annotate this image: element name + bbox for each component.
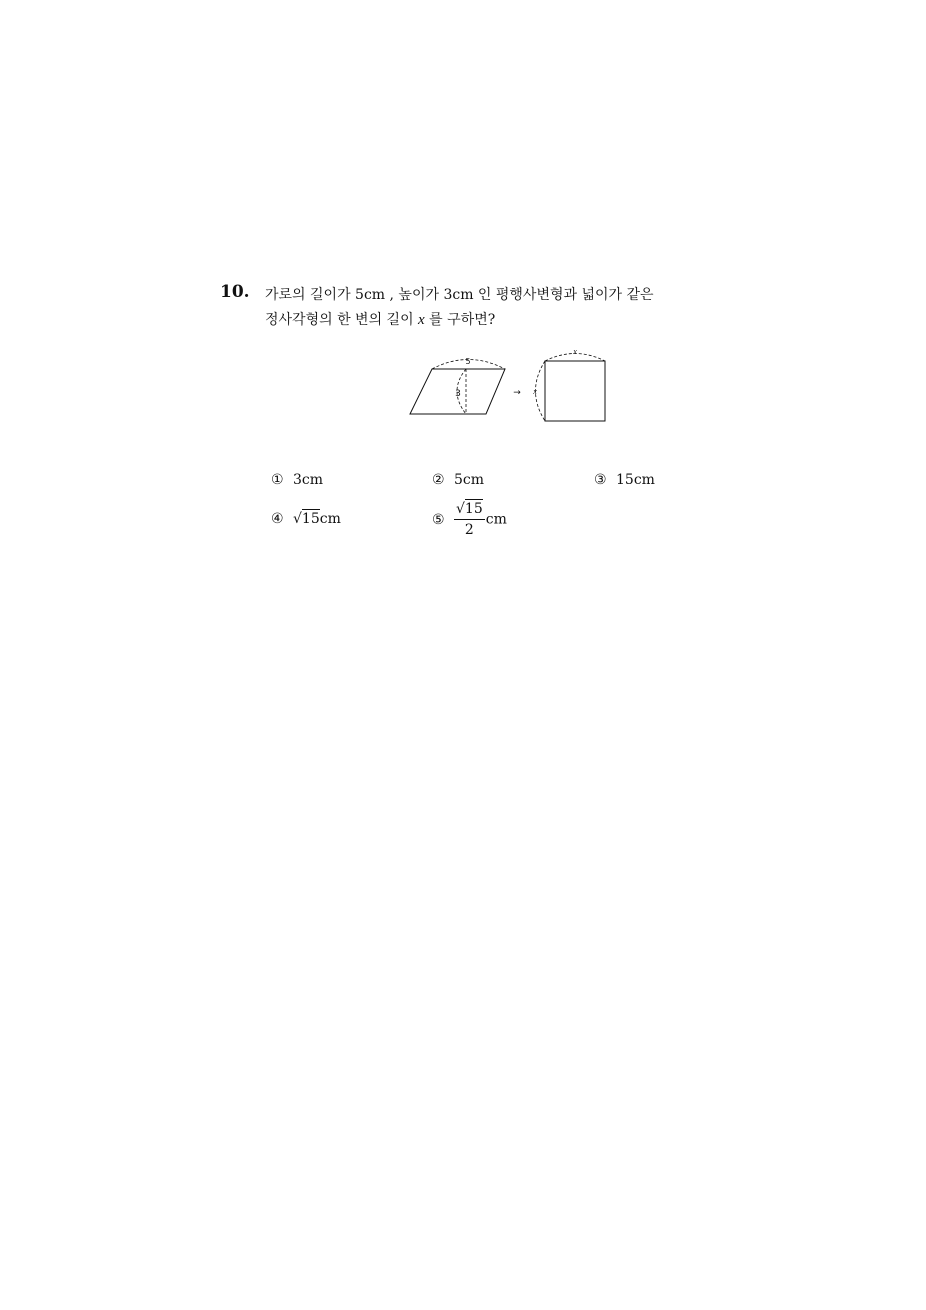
fraction-numerator bbox=[454, 500, 485, 520]
choice-3-text: 15cm bbox=[616, 472, 655, 488]
choice-1[interactable] bbox=[271, 471, 323, 489]
radical-sign: √ bbox=[456, 501, 465, 517]
figure-diagram bbox=[402, 344, 622, 428]
choice-1-mark: ① bbox=[271, 472, 284, 488]
choice-3[interactable] bbox=[594, 471, 655, 489]
choice-5-unit: cm bbox=[485, 511, 507, 528]
choice-5[interactable] bbox=[432, 500, 507, 539]
choice-4-unit: cm bbox=[319, 511, 341, 527]
radicand: 15 bbox=[464, 501, 483, 517]
radical-sign: √ bbox=[293, 511, 302, 527]
choice-3-mark: ③ bbox=[594, 472, 607, 488]
fraction-denominator: 2 bbox=[464, 522, 474, 538]
height-label: 3 bbox=[455, 389, 461, 399]
choice-1-text: 3cm bbox=[293, 472, 324, 488]
fraction bbox=[454, 500, 485, 539]
square-side-dashed-arc bbox=[536, 361, 546, 421]
choice-2[interactable] bbox=[432, 471, 484, 489]
question-text bbox=[265, 283, 735, 333]
arrow-icon: → bbox=[513, 388, 521, 398]
base-label: 5 bbox=[465, 357, 471, 366]
question-line-2-end: 를 구하면? bbox=[424, 312, 496, 328]
choice-4[interactable] bbox=[271, 510, 341, 528]
variable-x: x bbox=[418, 312, 425, 328]
question-line-2-start: 정사각형의 한 변의 길이 bbox=[265, 312, 419, 328]
sqrt-expression bbox=[293, 510, 320, 528]
question-number: 10. bbox=[220, 282, 250, 302]
square-top-label: x bbox=[573, 347, 577, 356]
choice-5-mark: ⑤ bbox=[432, 511, 445, 528]
radicand: 15 bbox=[301, 511, 320, 527]
choice-4-mark: ④ bbox=[271, 511, 284, 527]
question-line-2 bbox=[265, 308, 735, 333]
choice-2-mark: ② bbox=[432, 472, 445, 488]
choice-2-text: 5cm bbox=[454, 472, 485, 488]
square-shape bbox=[545, 361, 605, 421]
question-line-1: 가로의 길이가 5cm , 높이가 3cm 인 평행사변형과 넓이가 같은 bbox=[265, 287, 654, 303]
square-side-label: x bbox=[533, 387, 537, 396]
